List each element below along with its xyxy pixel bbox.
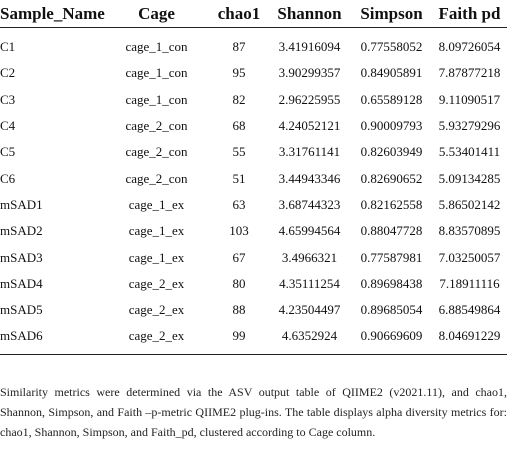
- cell-shannon: 4.23504497: [278, 302, 341, 318]
- cell-simpson: 0.89685054: [360, 302, 423, 318]
- column-header-simpson: Simpson: [360, 3, 423, 23]
- cell-cage: cage_2_con: [125, 144, 188, 160]
- table-row: [0, 323, 507, 354]
- cell-faith-pd: 5.86502142: [438, 196, 501, 212]
- cell-chao1: 82: [232, 91, 246, 107]
- cell-cage: cage_1_con: [125, 91, 188, 107]
- column-header-faith-pd: Faith pd: [438, 3, 501, 23]
- table-row: [0, 218, 507, 244]
- header-row: [0, 0, 507, 28]
- cell-faith-pd: 8.09726054: [438, 39, 501, 55]
- cell-cage: cage_1_ex: [128, 196, 185, 212]
- cell-faith-pd: 7.87877218: [438, 65, 501, 81]
- cell-sample-name: mSAD3: [0, 249, 43, 265]
- table-row: [0, 244, 507, 270]
- cell-simpson: 0.82690652: [360, 170, 423, 186]
- cell-shannon: 3.4966321: [281, 249, 338, 265]
- cell-shannon: 4.65994564: [278, 223, 341, 239]
- cell-chao1: 103: [229, 223, 249, 239]
- cell-shannon: 4.35111254: [279, 275, 340, 291]
- cell-chao1: 51: [232, 170, 246, 186]
- cell-faith-pd: 5.53401411: [438, 144, 501, 160]
- table-row: [0, 28, 507, 61]
- cell-simpson: 0.84905891: [360, 65, 423, 81]
- cell-cage: cage_2_con: [125, 170, 188, 186]
- cell-cage: cage_1_con: [125, 65, 188, 81]
- cell-sample-name: mSAD4: [0, 275, 43, 291]
- cell-sample-name: mSAD6: [0, 328, 43, 344]
- cell-simpson: 0.65589128: [360, 91, 423, 107]
- cell-shannon: 3.31761141: [278, 144, 341, 160]
- cell-simpson: 0.90669609: [360, 328, 423, 344]
- cell-faith-pd: 7.18911116: [439, 275, 500, 291]
- table-row: [0, 271, 507, 297]
- cell-shannon: 2.96225955: [278, 91, 341, 107]
- table-row: [0, 297, 507, 323]
- cell-sample-name: C6: [0, 170, 16, 186]
- table-row: [0, 60, 507, 86]
- table-row: [0, 113, 507, 139]
- cell-sample-name: mSAD2: [0, 223, 43, 239]
- cell-sample-name: mSAD1: [0, 196, 43, 212]
- cell-sample-name: C2: [0, 65, 16, 81]
- cell-simpson: 0.82603949: [360, 144, 423, 160]
- table-row: [0, 192, 507, 218]
- cell-chao1: 87: [232, 39, 246, 55]
- cell-faith-pd: 8.04691229: [438, 328, 501, 344]
- table-row: [0, 87, 507, 113]
- cell-sample-name: mSAD5: [0, 302, 43, 318]
- cell-simpson: 0.82162558: [360, 196, 423, 212]
- cell-cage: cage_1_con: [125, 39, 188, 55]
- cell-chao1: 67: [232, 249, 246, 265]
- cell-shannon: 3.44943346: [278, 170, 341, 186]
- cell-cage: cage_2_ex: [128, 328, 185, 344]
- table-row: [0, 165, 507, 191]
- cell-chao1: 55: [232, 144, 246, 160]
- cell-chao1: 95: [232, 65, 246, 81]
- cell-shannon: 4.24052121: [278, 118, 341, 134]
- cell-faith-pd: 7.03250057: [438, 249, 501, 265]
- cell-simpson: 0.88047728: [360, 223, 423, 239]
- cell-sample-name: C4: [0, 118, 16, 134]
- cell-cage: cage_1_ex: [128, 249, 185, 265]
- cell-shannon: 3.68744323: [278, 196, 341, 212]
- cell-shannon: 3.90299357: [278, 65, 341, 81]
- cell-faith-pd: 9.11090517: [438, 91, 501, 107]
- column-header-shannon: Shannon: [277, 3, 342, 23]
- cell-sample-name: C1: [0, 39, 16, 55]
- cell-simpson: 0.77558052: [360, 39, 423, 55]
- cell-cage: cage_2_con: [125, 118, 188, 134]
- table-header: [0, 0, 507, 28]
- cell-faith-pd: 8.83570895: [438, 223, 501, 239]
- cell-simpson: 0.89698438: [360, 275, 423, 291]
- cell-cage: cage_2_ex: [128, 275, 185, 291]
- cell-cage: cage_2_ex: [128, 302, 185, 318]
- cell-chao1: 63: [232, 196, 246, 212]
- cell-chao1: 68: [232, 118, 246, 134]
- cell-sample-name: C5: [0, 144, 16, 160]
- cell-shannon: 4.6352924: [281, 328, 338, 344]
- column-header-cage: Cage: [138, 3, 175, 23]
- table-row: [0, 139, 507, 165]
- cell-chao1: 80: [232, 275, 246, 291]
- column-header-sample-name: Sample_Name: [0, 3, 105, 23]
- cell-faith-pd: 5.93279296: [438, 118, 501, 134]
- cell-sample-name: C3: [0, 91, 16, 107]
- cell-faith-pd: 6.88549864: [438, 302, 501, 318]
- cell-simpson: 0.77587981: [360, 249, 423, 265]
- cell-chao1: 88: [232, 302, 246, 318]
- cell-simpson: 0.90009793: [360, 118, 423, 134]
- cell-cage: cage_1_ex: [128, 223, 185, 239]
- cell-faith-pd: 5.09134285: [438, 170, 501, 186]
- cell-shannon: 3.41916094: [278, 39, 341, 55]
- table-body: [0, 28, 507, 355]
- column-header-chao1: chao1: [217, 3, 261, 23]
- table-footnote: Similarity metrics were determined via the ASV output table of QIIME2 (v2021.11), and chao1, Shannon, Simpson, and Faith –p-metric QIIME2 plug-ins. The table displays alpha diversity metrics for: chao1, Shannon, Simpson, and Faith_pd, clustered according to Cage column.: [0, 385, 507, 439]
- cell-chao1: 99: [232, 328, 246, 344]
